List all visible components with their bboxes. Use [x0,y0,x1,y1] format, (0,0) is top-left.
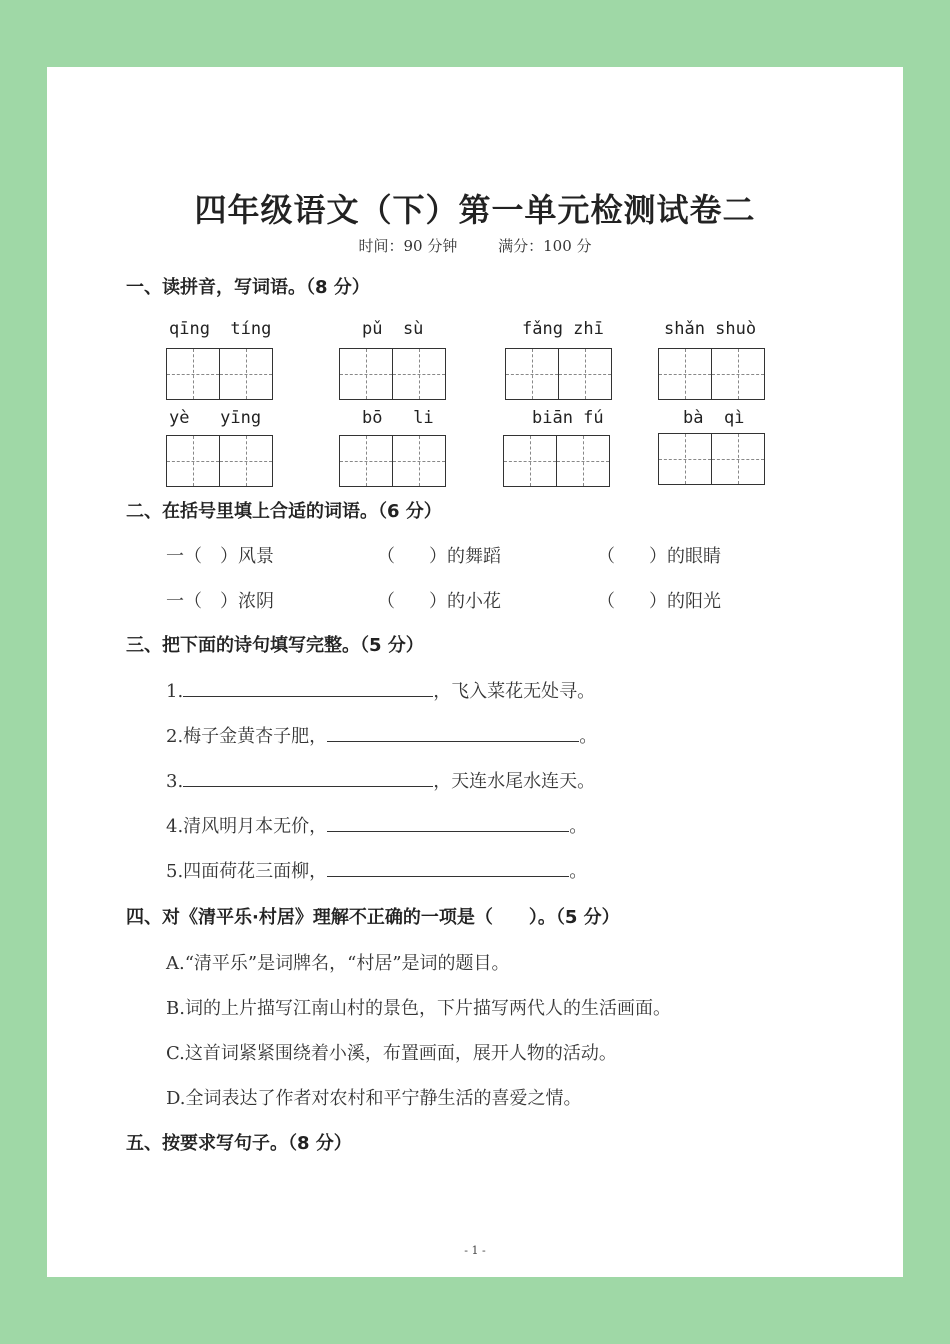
pinyin-7: biān fú [532,408,604,428]
char-boxes-4[interactable] [658,348,763,400]
poem-blank-1[interactable] [183,678,433,697]
page-title: 四年级语文（下）第一单元检测试卷二 [194,191,756,229]
poem-blank-2[interactable] [327,723,579,742]
char-boxes-8[interactable] [658,433,763,485]
section-1-heading: 一、读拼音，写词语。（8 分） [126,277,370,298]
exam-info [47,235,903,256]
pinyin-5: yè yīng [169,408,262,428]
char-boxes-3[interactable] [505,348,610,400]
page-number: - 1 - [464,1244,486,1257]
pinyin-6: bō li [362,408,434,428]
poem-line-3: 3. ，天连水尾水连天。 [166,767,595,793]
fill-item-2[interactable]: （ ）的舞蹈 [377,546,501,567]
option-c[interactable]: C.这首词紧紧围绕着小溪，布置画面，展开人物的活动。 [166,1043,617,1064]
poem-line-2: 2.梅子金黄杏子肥， 。 [166,722,597,748]
section-4-heading: 四、对《清平乐·村居》理解不正确的一项是（ ）。（5 分） [126,907,620,928]
full-score: 满分：100 分 [498,237,592,255]
section-3-heading: 三、把下面的诗句填写完整。（5 分） [126,635,424,656]
poem-line-4: 4.清风明月本无价， 。 [166,812,587,838]
option-d[interactable]: D.全词表达了作者对农村和平宁静生活的喜爱之情。 [166,1088,582,1109]
section-2-heading: 二、在括号里填上合适的词语。（6 分） [126,501,442,522]
fill-item-3[interactable]: （ ）的眼睛 [597,546,721,567]
poem-line-1: 1. ，飞入菜花无处寻。 [166,677,595,703]
poem-blank-5[interactable] [327,858,569,877]
poem-blank-4[interactable] [327,813,569,832]
exam-paper [47,67,903,1277]
fill-item-6[interactable]: （ ）的阳光 [597,591,721,612]
option-a[interactable]: A.“清平乐”是词牌名，“村居”是词的题目。 [166,953,510,974]
pinyin-2: pǔ sù [362,319,424,339]
section-5-heading: 五、按要求写句子。（8 分） [126,1133,352,1154]
pinyin-4: shǎn shuò [664,319,757,339]
pinyin-1: qīng tíng [169,319,272,339]
fill-item-1[interactable]: 一（ ）风景 [166,546,274,567]
time-limit: 时间：90 分钟 [358,237,458,255]
char-boxes-5[interactable] [166,435,271,487]
poem-line-5: 5.四面荷花三面柳， 。 [166,857,587,883]
fill-item-4[interactable]: 一（ ）浓阴 [166,591,274,612]
pinyin-3: fǎng zhī [522,319,604,339]
pinyin-8: bà qì [683,408,745,428]
poem-blank-3[interactable] [183,768,433,787]
char-boxes-1[interactable] [166,348,271,400]
char-boxes-2[interactable] [339,348,444,400]
char-boxes-7[interactable] [503,435,608,487]
char-boxes-6[interactable] [339,435,444,487]
option-b[interactable]: B.词的上片描写江南山村的景色，下片描写两代人的生活画面。 [166,998,671,1019]
fill-item-5[interactable]: （ ）的小花 [377,591,501,612]
